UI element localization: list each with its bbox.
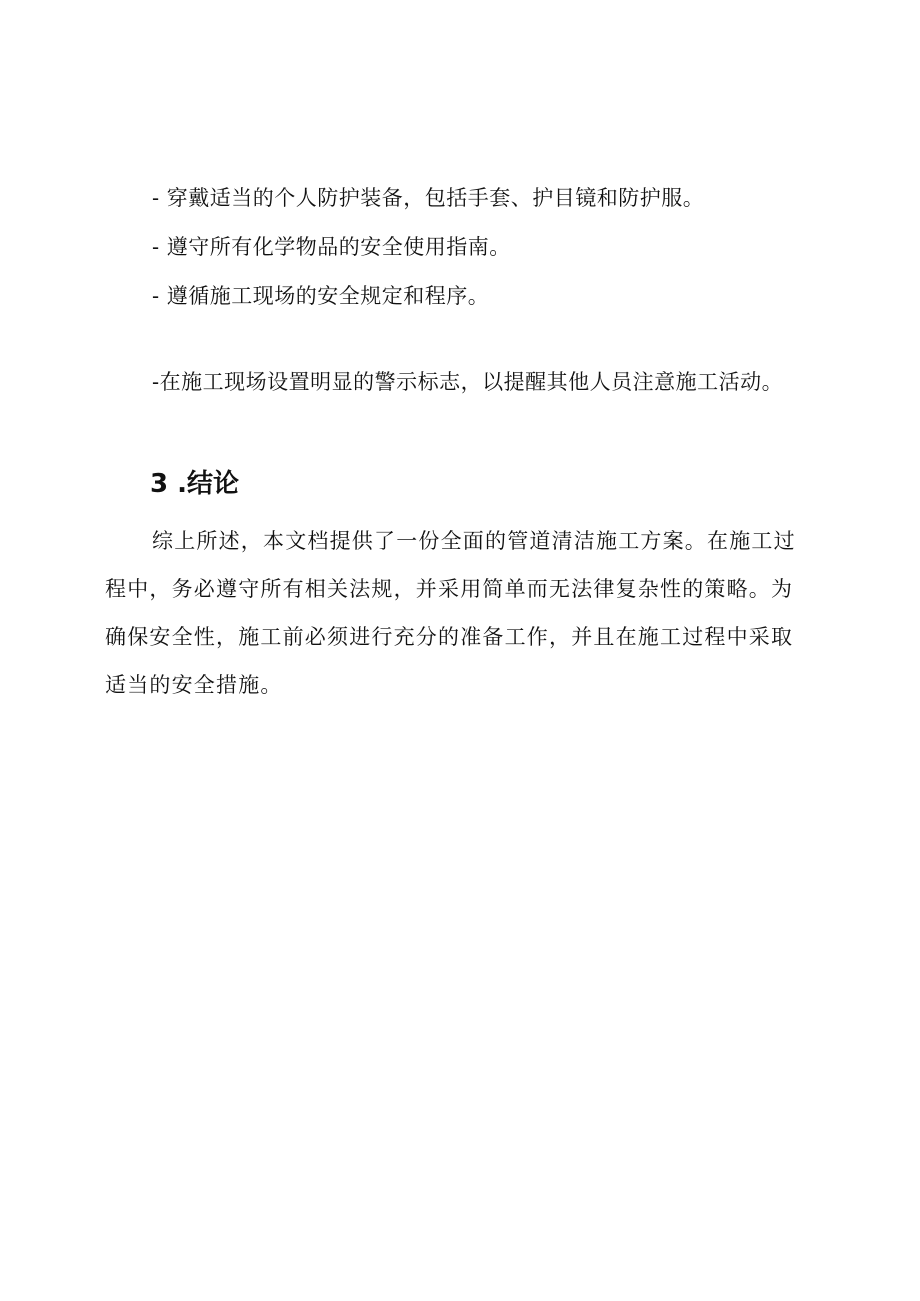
section-heading-conclusion: 3 .结论 — [150, 469, 240, 499]
bullet-protective-equipment: - 穿戴适当的个人防护装备，包括手套、护目镜和防护服。 — [152, 186, 705, 210]
conclusion-paragraph: 综上所述，本文档提供了一份全面的管道清洁施工方案。在施工过程中，务必遵守所有相关法规，并采用简单而无法律复杂性的策略。为确保安全性，施工前必须进行充分的准备工作，并且在施工过程中采取适当的安全措施。 — [105, 529, 796, 697]
warning-signs-paragraph: -在施工现场设置明显的警示标志，以提醒其他人员注意施工活动。 — [152, 370, 784, 394]
bullet-site-regulations: - 遵循施工现场的安全规定和程序。 — [152, 284, 490, 308]
bullet-chemical-guidelines: - 遵守所有化学物品的安全使用指南。 — [152, 235, 511, 259]
